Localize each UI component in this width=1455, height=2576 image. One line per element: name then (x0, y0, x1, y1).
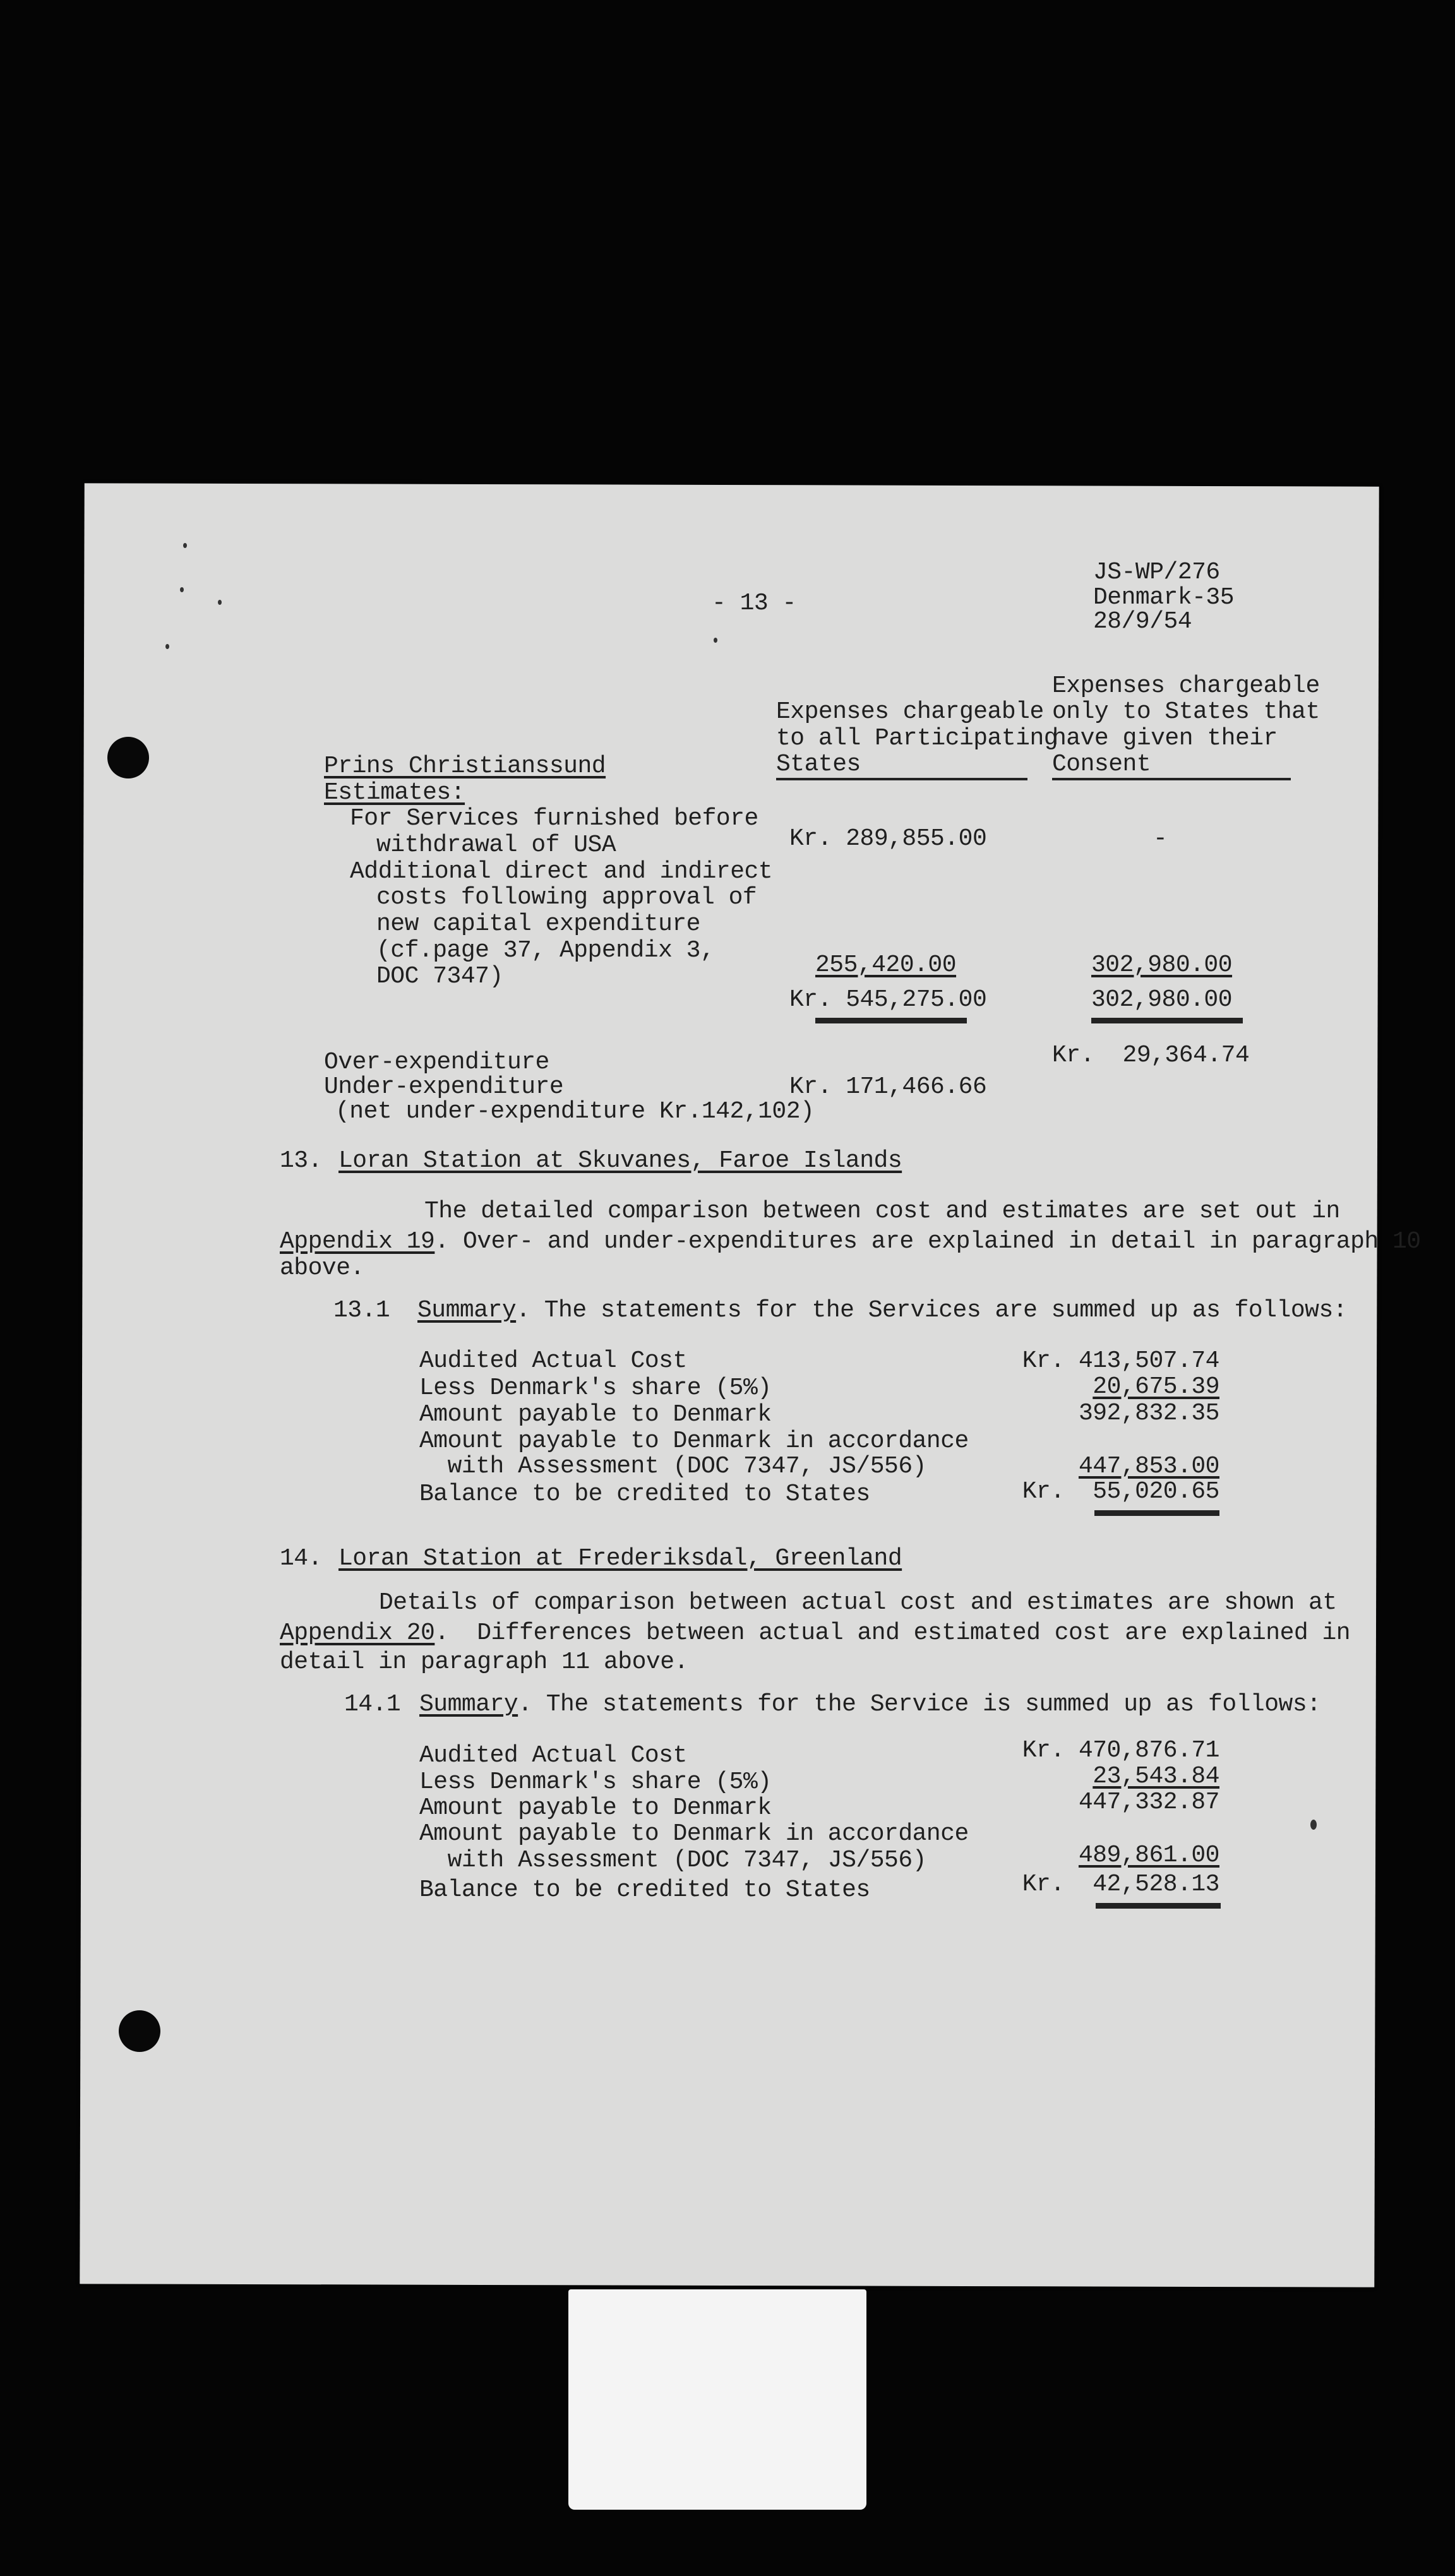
summary-value: 392,832.35 (1078, 1400, 1219, 1427)
subsection-number: 13.1 (333, 1297, 390, 1324)
speck (180, 587, 184, 592)
summary-value: Kr. 413,507.74 (1022, 1347, 1219, 1374)
summary-label: with Assessment (DOC 7347, JS/556) (419, 1453, 926, 1480)
speck (218, 600, 222, 605)
paragraph-line: Details of comparison between actual cost and estimates are shown at (379, 1589, 1337, 1616)
summary-value: 23,543.84 (1093, 1763, 1219, 1790)
paragraph-line: above. (280, 1255, 364, 1282)
col2-header-line: Expenses chargeable (1052, 672, 1320, 700)
page-number: - 13 - (712, 590, 796, 617)
row-label: new capital expenditure (376, 910, 700, 938)
subsection-number: 14.1 (344, 1691, 401, 1718)
summary-label: with Assessment (DOC 7347, JS/556) (419, 1847, 926, 1874)
double-underline (1096, 1903, 1221, 1909)
under-expenditure-value: Kr. 171,466.66 (789, 1073, 987, 1100)
row-label: DOC 7347) (376, 963, 503, 990)
summary-label: Audited Actual Cost (419, 1742, 687, 1769)
balance-value: Kr. 42,528.13 (1022, 1871, 1219, 1898)
summary-value: Kr. 470,876.71 (1022, 1737, 1219, 1764)
col1-header-line: to all Participating (776, 725, 1058, 752)
col2-header-line: only to States that (1052, 698, 1320, 725)
double-underline (1094, 1510, 1219, 1516)
row-col1-value: 255,420.00 (815, 951, 957, 979)
summary-label: Amount payable to Denmark (419, 1794, 772, 1822)
subsection-title: Summary (419, 1691, 518, 1718)
total-col1: Kr. 545,275.00 (789, 986, 987, 1013)
over-expenditure-value: Kr. 29,364.74 (1052, 1042, 1250, 1069)
col1-header-line: States (776, 751, 1027, 780)
section-title: Loran Station at Frederiksdal, Greenland (338, 1545, 902, 1572)
document-date: 28/9/54 (1093, 608, 1192, 635)
speck (183, 543, 187, 548)
summary-value: 20,675.39 (1093, 1373, 1219, 1400)
section-title: Loran Station at Skuvanes, Faroe Islands (338, 1147, 902, 1174)
summary-label: Amount payable to Denmark (419, 1401, 772, 1428)
subsection-line (417, 1297, 1347, 1324)
over-expenditure-label: Over-expenditure (324, 1049, 549, 1076)
speck (165, 644, 169, 649)
country-ref: Denmark-35 (1093, 584, 1235, 611)
appendix-link: Appendix 20 (280, 1619, 435, 1647)
balance-label: Balance to be credited to States (419, 1481, 870, 1508)
summary-value: 447,332.87 (1078, 1789, 1219, 1816)
balance-value: Kr. 55,020.65 (1022, 1478, 1219, 1505)
paragraph-line (280, 1229, 1421, 1255)
paragraph-text: . Differences between actual and estimated cost are explained in (434, 1619, 1351, 1647)
subsection-title: Summary (417, 1297, 517, 1324)
summary-label: Amount payable to Denmark in accordance (419, 1820, 969, 1847)
row-label: (cf.page 37, Appendix 3, (376, 937, 715, 964)
punch-hole (107, 737, 149, 778)
section-number: 13. (280, 1147, 322, 1174)
row-label: withdrawal of USA (376, 832, 616, 859)
row-col2-value: - (1153, 825, 1168, 852)
subsection-text: . The statements for the Services are summed up as follows: (516, 1297, 1348, 1324)
table-title: Prins Christianssund (324, 753, 606, 780)
punch-hole (119, 2010, 160, 2052)
col2-header-line: Consent (1052, 751, 1291, 780)
summary-label: Less Denmark's share (5%) (419, 1768, 772, 1796)
section-number: 14. (280, 1545, 322, 1572)
double-underline (815, 1018, 967, 1023)
total-col2: 302,980.00 (1091, 986, 1233, 1013)
document-ref: JS-WP/276 (1093, 559, 1220, 586)
summary-label: Amount payable to Denmark in accordance (419, 1428, 969, 1455)
paragraph-text: . Over- and under-expenditures are explained in detail in paragraph 10 (434, 1228, 1421, 1255)
under-expenditure-label: Under-expenditure (324, 1073, 564, 1100)
net-note: (net under-expenditure Kr.142,102) (335, 1098, 815, 1125)
col2-header-line: have given their (1052, 725, 1278, 752)
blank-card (568, 2289, 866, 2510)
speck (714, 638, 717, 643)
paragraph-line (280, 1620, 1350, 1647)
balance-label: Balance to be credited to States (419, 1876, 870, 1904)
summary-label: Less Denmark's share (5%) (419, 1374, 772, 1402)
speck (1310, 1820, 1317, 1830)
summary-label: Audited Actual Cost (419, 1347, 687, 1374)
row-col2-value: 302,980.00 (1091, 951, 1233, 979)
subsection-line (419, 1691, 1320, 1718)
summary-value: 489,861.00 (1078, 1842, 1219, 1869)
row-col1-value: Kr. 289,855.00 (789, 825, 987, 852)
row-label: Additional direct and indirect (350, 858, 773, 885)
paragraph-line: The detailed comparison between cost and estimates are set out in (424, 1198, 1340, 1225)
row-label: For Services furnished before (350, 805, 758, 832)
paragraph-line: detail in paragraph 11 above. (280, 1649, 688, 1676)
table-subtitle: Estimates: (324, 779, 465, 806)
col1-header-line: Expenses chargeable (776, 698, 1044, 725)
double-underline (1091, 1018, 1243, 1023)
subsection-text: . The statements for the Service is summed up as follows: (518, 1691, 1321, 1718)
summary-value: 447,853.00 (1078, 1453, 1219, 1480)
appendix-link: Appendix 19 (280, 1228, 435, 1255)
row-label: costs following approval of (376, 884, 757, 911)
